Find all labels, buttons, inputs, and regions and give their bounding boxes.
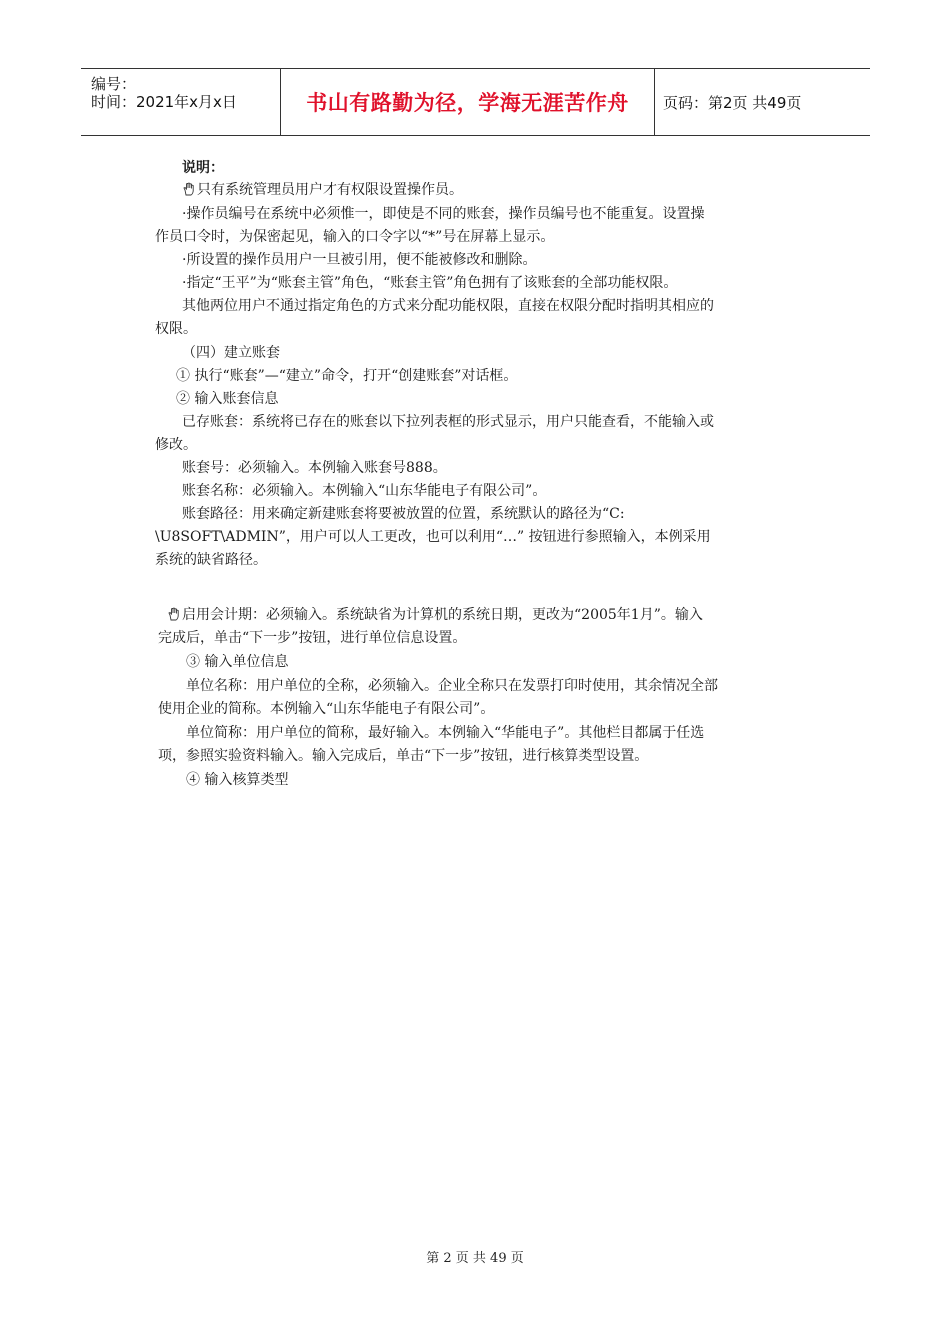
acct-path-a: 账套路径：用来确定新建账套将要被放置的位置，系统默认的路径为“C: — [182, 506, 625, 522]
note-2a: ·操作员编号在系统中必须惟一，即使是不同的账套，操作员编号也不能重复。设置操 — [182, 206, 705, 222]
step-4: ④ 输入核算类型 — [186, 772, 289, 788]
period-row — [167, 606, 703, 624]
header-page-info-cell — [655, 69, 870, 135]
note-1: 只有系统管理员用户才有权限设置操作员。 — [197, 182, 463, 198]
existing-acct-a: 已存账套：系统将已存在的账套以下拉列表框的形式显示，用户只能查看，不能输入或 — [182, 414, 714, 430]
note-4: ·指定“王平”为“账套主管”角色，“账套主管”角色拥有了该账套的全部功能权限。 — [182, 275, 678, 291]
note-5a: 其他两位用户不通过指定角色的方式来分配功能权限，直接在权限分配时指明其相应的 — [182, 298, 714, 314]
unit-abbr-b: 项，参照实验资料输入。输入完成后，单击“下一步”按钮，进行核算类型设置。 — [158, 748, 649, 764]
acct-path-b: \U8SOFT\ADMIN”，用户可以人工更改，也可以利用“…” 按钮进行参照输入，本例采用 — [155, 529, 711, 545]
hand-pointer-icon — [182, 182, 196, 196]
header-meta — [81, 69, 281, 135]
time-label: 时间：2021年x月x日 — [91, 93, 237, 111]
unit-abbr-a: 单位简称：用户单位的简称，最好输入。本例输入“华能电子”。其他栏目都属于任选 — [186, 725, 705, 741]
page-info: 页码：第2页 共49页 — [663, 93, 802, 112]
start-period-b: 完成后，单击“下一步”按钮，进行单位信息设置。 — [158, 630, 467, 646]
note-1-row — [182, 181, 463, 199]
unit-name-a: 单位名称：用户单位的全称，必须输入。企业全称只在发票打印时使用，其余情况全部 — [186, 678, 718, 694]
existing-acct-b: 修改。 — [155, 437, 197, 453]
start-period: 启用会计期：必须输入。系统缺省为计算机的系统日期，更改为“2005年1月”。输入 — [182, 607, 703, 623]
page-footer: 第 2 页 共 49 页 — [426, 1251, 524, 1266]
acct-number: 账套号：必须输入。本例输入账套号888。 — [182, 460, 447, 476]
motto: 书山有路勤为径，学海无涯苦作舟 — [306, 91, 629, 115]
acct-name: 账套名称：必须输入。本例输入“山东华能电子有限公司”。 — [182, 483, 547, 499]
step-3: ③ 输入单位信息 — [186, 654, 289, 670]
number-label: 编号： — [91, 75, 137, 93]
step-1: ① 执行“账套”—“建立”命令，打开“创建账套”对话框。 — [176, 368, 518, 384]
section-heading: （四）建立账套 — [182, 345, 280, 361]
acct-path-c: 系统的缺省路径。 — [155, 552, 267, 568]
page-header — [81, 68, 870, 136]
step-2: ② 输入账套信息 — [176, 391, 279, 407]
note-5b: 权限。 — [155, 321, 197, 337]
hand-pointer-icon — [167, 607, 181, 621]
header-motto-cell — [281, 69, 655, 135]
note-title: 说明： — [182, 160, 224, 176]
note-2b: 作员口令时，为保密起见，输入的口令字以“*”号在屏幕上显示。 — [155, 229, 555, 245]
unit-name-b: 使用企业的简称。本例输入“山东华能电子有限公司”。 — [158, 701, 495, 717]
note-3: ·所设置的操作员用户一旦被引用，便不能被修改和删除。 — [182, 252, 537, 268]
